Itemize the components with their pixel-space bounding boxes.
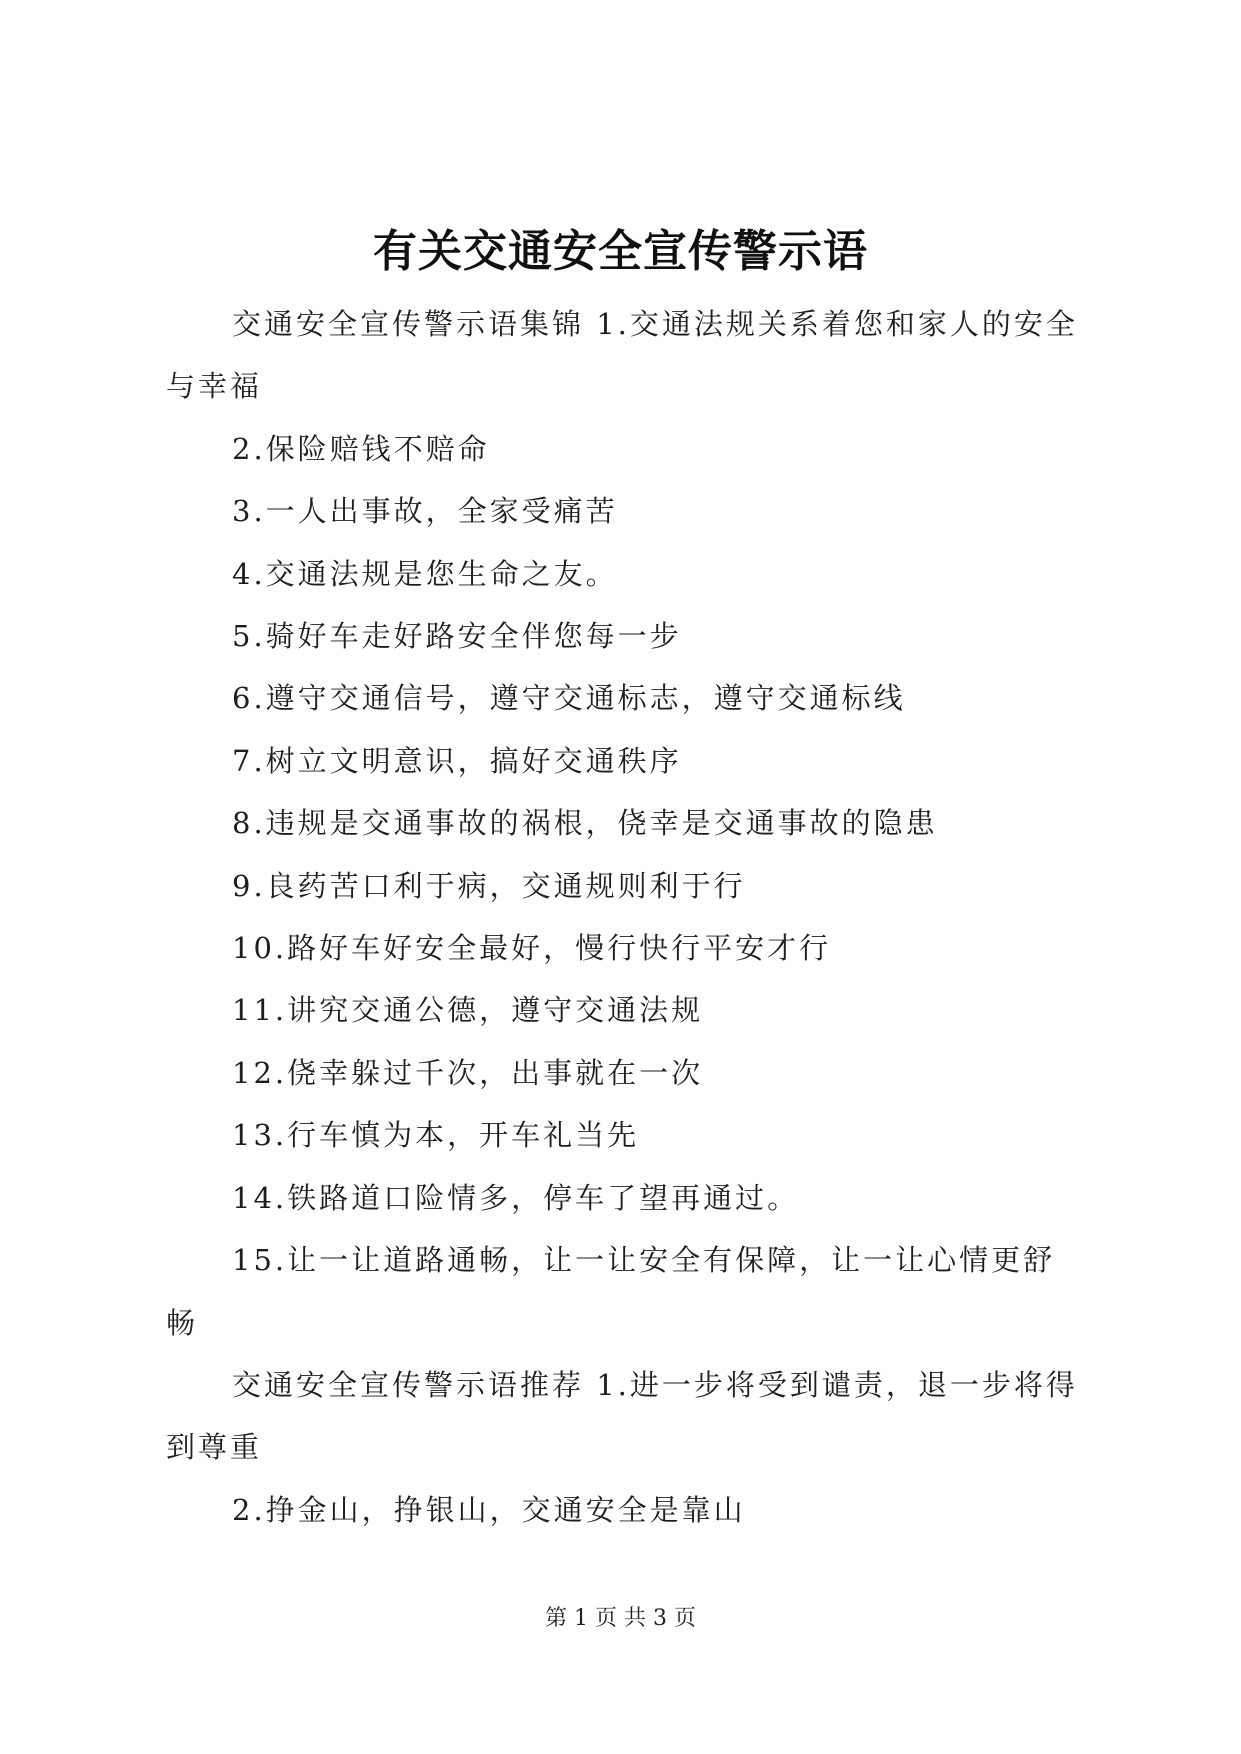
paragraph: 9.良药苦口利于病，交通规则利于行 (232, 868, 746, 903)
paragraph: 13.行车慎为本，开车礼当先 (232, 1118, 640, 1153)
paragraph: 交通安全宣传警示语集锦 1.交通法规关系着您和家人的安全与幸福 (166, 307, 1078, 404)
paragraph: 3.一人出事故，全家受痛苦 (232, 494, 618, 529)
document-title: 有关交通安全宣传警示语 (373, 226, 868, 277)
paragraph: 2.挣金山，挣银山，交通安全是靠山 (232, 1492, 746, 1527)
document-body (166, 293, 1082, 1541)
paragraph: 10.路好车好安全最好，慢行快行平安才行 (232, 931, 832, 966)
paragraph: 15.让一让道路通畅，让一让安全有保障，让一让心情更舒畅 (166, 1243, 1056, 1340)
paragraph: 2.保险赔钱不赔命 (232, 431, 490, 466)
paragraph: 4.交通法规是您生命之友。 (232, 556, 618, 591)
paragraph: 8.违规是交通事故的祸根，侥幸是交通事故的隐患 (232, 806, 938, 841)
paragraph: 交通安全宣传警示语推荐 1.进一步将受到谴责，退一步将得到尊重 (166, 1367, 1078, 1465)
paragraph: 14.铁路道口险情多，停车了望再通过。 (232, 1180, 800, 1215)
paragraph: 11.讲究交通公德，遵守交通法规 (232, 993, 704, 1028)
paragraph: 12.侥幸躲过千次，出事就在一次 (232, 1055, 704, 1090)
paragraph: 5.骑好车走好路安全伴您每一步 (232, 619, 682, 654)
page-footer: 第 1 页 共 3 页 (545, 1606, 696, 1631)
paragraph: 6.遵守交通信号，遵守交通标志，遵守交通标线 (232, 681, 906, 716)
paragraph: 7.树立文明意识，搞好交通秩序 (232, 743, 682, 778)
